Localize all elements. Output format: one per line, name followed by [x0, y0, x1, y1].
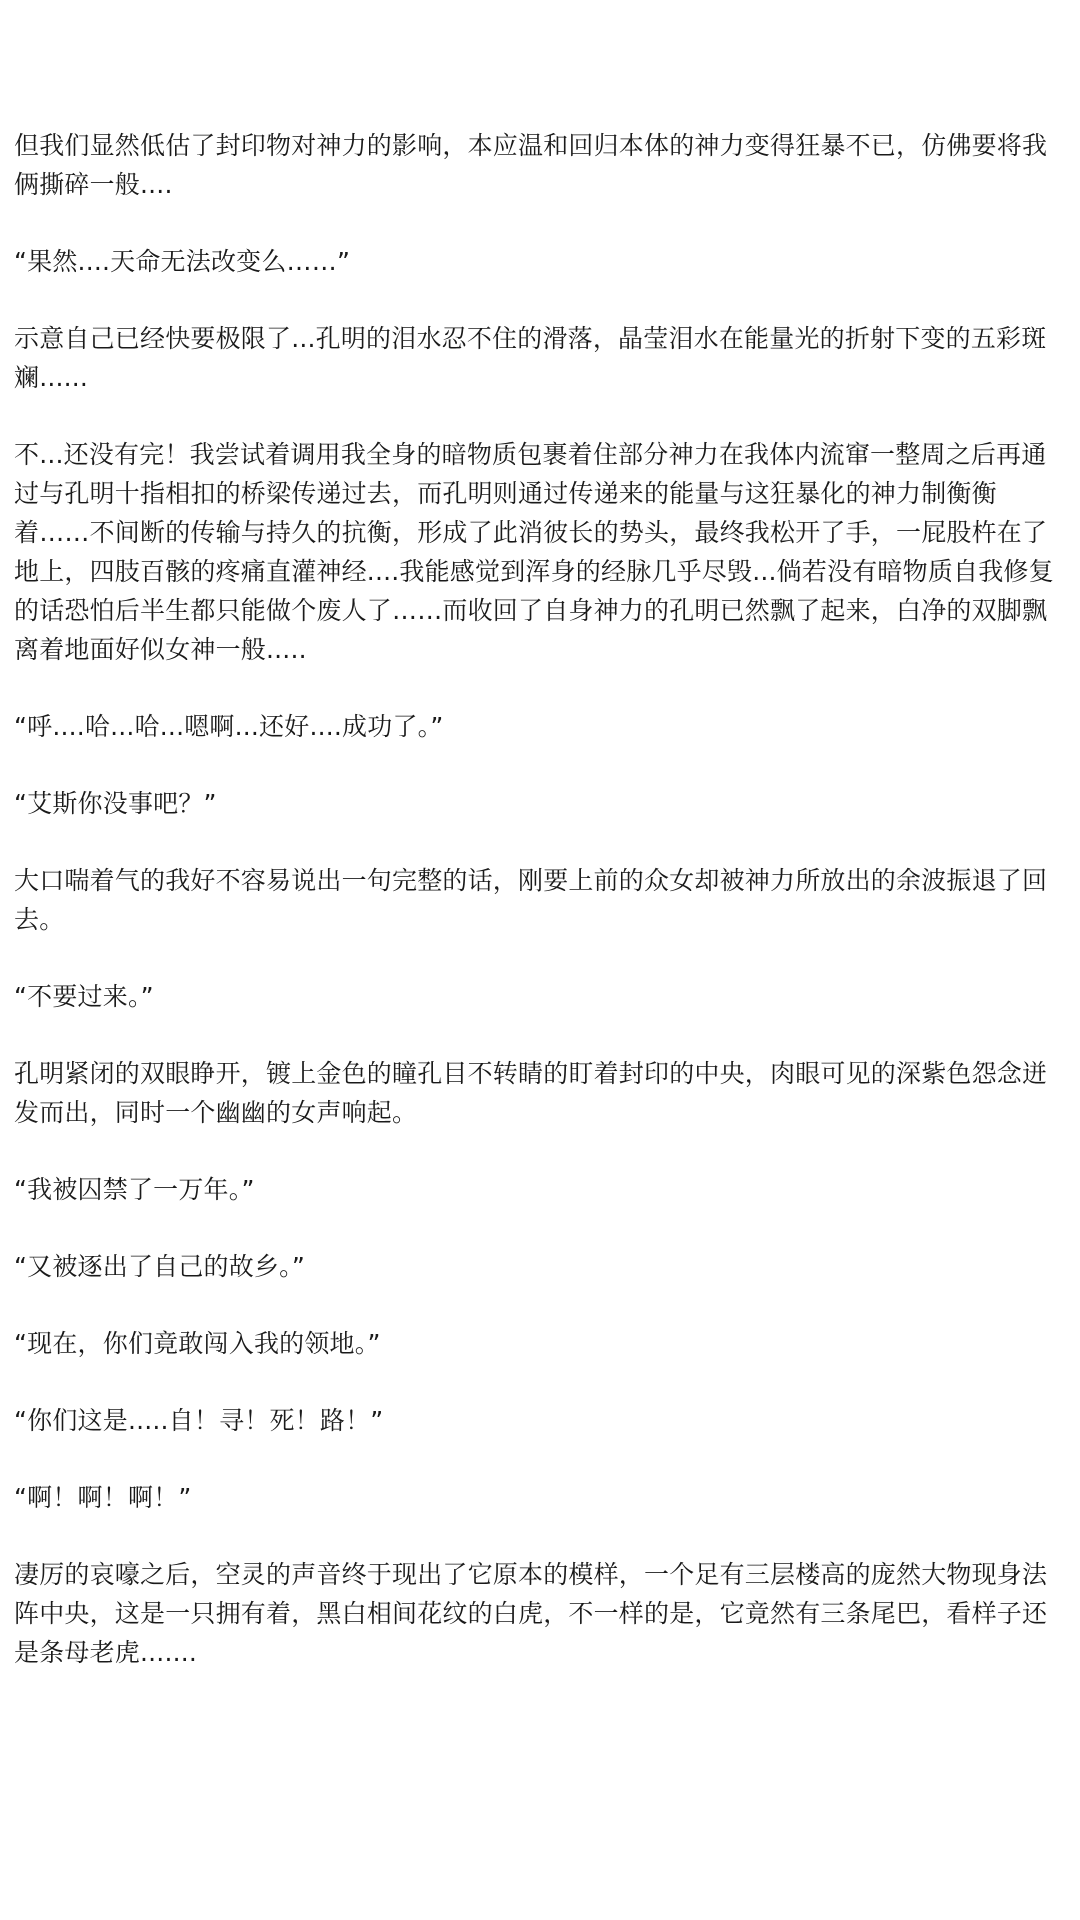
dialogue-line: “艾斯你没事吧？” [14, 789, 217, 818]
dialogue-line: “不要过来。” [14, 982, 154, 1011]
paragraph: 大口喘着气的我好不容易说出一句完整的话，刚要上前的众女却被神力所放出的余波振退了回去。 [14, 866, 1048, 934]
dialogue-line: “又被逐出了自己的故乡。” [14, 1252, 306, 1281]
dialogue-line: “我被囚禁了一万年。” [14, 1175, 255, 1204]
dialogue-line: “呼....哈...哈...嗯啊...还好....成功了。” [14, 712, 444, 741]
paragraph: 孔明紧闭的双眼睁开，镀上金色的瞳孔目不转睛的盯着封印的中央，肉眼可见的深紫色怨念迸发而出，同时一个幽幽的女声响起。 [14, 1059, 1048, 1127]
paragraph: 凄厉的哀嚎之后，空灵的声音终于现出了它原本的模样，一个足有三层楼高的庞然大物现身法阵中央，这是一只拥有着，黑白相间花纹的白虎，不一样的是，它竟然有三条尾巴，看样子还是条母老虎....... [14, 1560, 1048, 1667]
paragraph: 不...还没有完！我尝试着调用我全身的暗物质包裹着住部分神力在我体内流窜一整周之后再通过与孔明十指相扣的桥梁传递过去，而孔明则通过传递来的能量与这狂暴化的神力制衡衡着……不间断的传输与持久的抗衡，形成了此消彼长的势头，最终我松开了手，一屁股杵在了地上，四肢百骸的疼痛直灌神经....我能感觉到浑身的经脉几乎尽毁...倘若没有暗物质自我修复的话恐怕后半生都只能做个废人了……而收回了自身神力的孔明已然飘了起来，白净的双脚飘离着地面好似女神一般..... [14, 440, 1054, 664]
dialogue-line: “你们这是.....自！寻！死！路！” [14, 1406, 384, 1435]
dialogue-line: “果然....天命无法改变么……” [14, 247, 351, 276]
dialogue-line: “现在，你们竟敢闯入我的领地。” [14, 1329, 381, 1358]
paragraph: 但我们显然低估了封印物对神力的影响，本应温和回归本体的神力变得狂暴不已，仿佛要将我俩撕碎一般.... [14, 131, 1048, 199]
paragraph: 示意自己已经快要极限了...孔明的泪水忍不住的滑落，晶莹泪水在能量光的折射下变的五彩斑斓...... [14, 324, 1047, 392]
dialogue-line: “啊！啊！啊！” [14, 1483, 192, 1512]
